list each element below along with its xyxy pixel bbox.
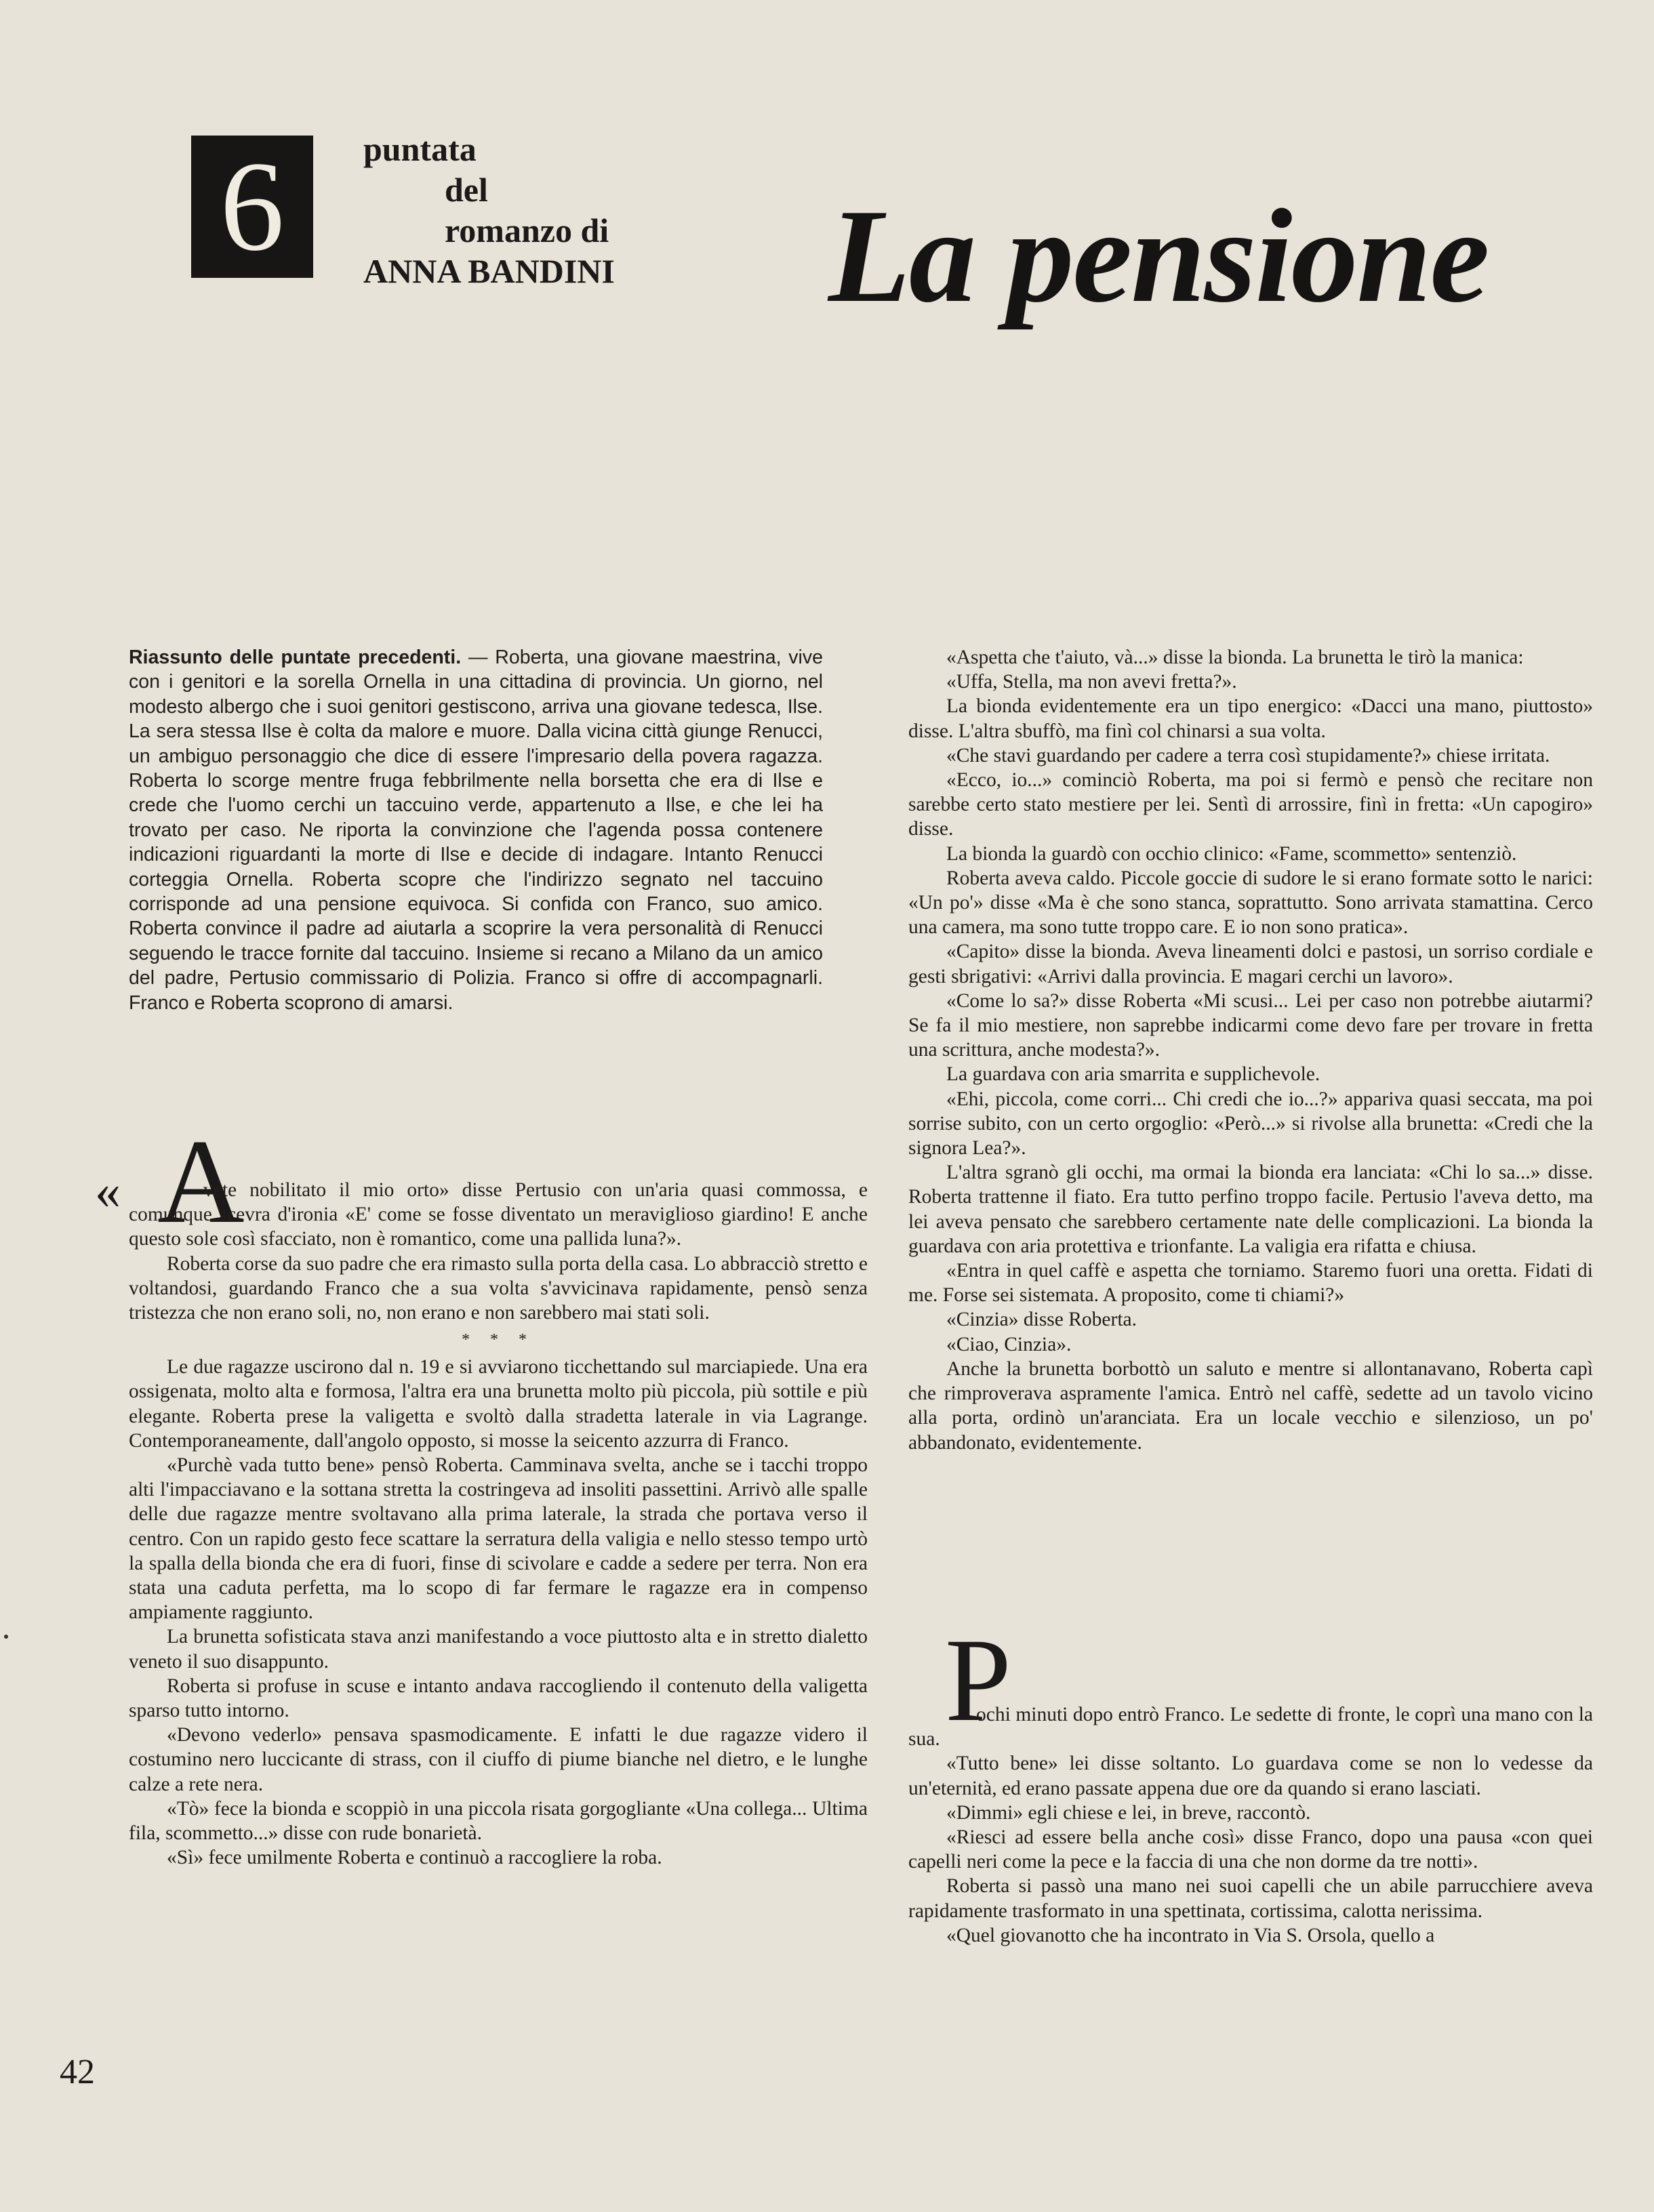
right-column (908, 645, 1593, 1455)
dropcap-letter: P (945, 1614, 1011, 1746)
byline-line: del (445, 171, 488, 209)
paragraph: Roberta corse da suo padre che era rimasto sulla porta della casa. Lo abbracciò stretto e voltandosi, guardando Franco che a sua volta s'avvicinava rapidamente, pensò senza tristezza che non erano soli, no, non erano e non sarebbero mai stati soli. (129, 1252, 868, 1324)
chapter-number: 6 (220, 136, 285, 278)
paragraph: «Come lo sa?» disse Roberta «Mi scusi... Lei per caso non potrebbe aiutarmi? Se fa il mio mestiere, non saprebbe indicarmi come devo fare per trovare in fretta una scrittura, anche modesta?». (908, 989, 1593, 1061)
paragraph: «Tò» fece la bionda e scoppiò in una piccola risata gorgogliante «Una collega... Ultima fila, scommetto...» disse con rude bonarietà. (129, 1797, 868, 1845)
dropcap-quote: « (95, 1163, 121, 1220)
paragraph: La bionda evidentemente era un tipo energico: «Dacci una mano, piuttosto» disse. L'altra sbuffò, ma finì col chinarsi a sua volta. (908, 695, 1593, 742)
paragraph: Anche la brunetta borbottò un saluto e mentre si allontanavano, Roberta capì che rimproverava aspramente l'amica. Entrò nel caffè, sedette ad un tavolo vicino alla porta, ordinò un'aranciata. Era un locale vecchio e silenzioso, un po' abbandonato, evidentemente. (908, 1357, 1593, 1454)
paragraph: «Ciao, Cinzia». (946, 1333, 1072, 1355)
paragraph: «Ehi, piccola, come corri... Chi credi che io...?» appariva quasi seccata, ma poi sorrise subito, con un certo orgoglio: «Però...» si rivolse alla brunetta: «Credi che la signora Lea?». (908, 1088, 1593, 1160)
scan-speck (4, 1635, 8, 1639)
dropcap-letter: A (157, 1114, 245, 1248)
paragraph: Roberta si profuse in scuse e intanto andava raccogliendo il contenuto della valigetta sparso tutto intorno. (129, 1675, 868, 1722)
paragraph: La brunetta sofisticata stava anzi manifestando a voce piuttosto alta e in stretto dialetto veneto il suo disappunto. (129, 1626, 868, 1673)
paragraph: «Uffa, Stella, ma non avevi fretta?». (946, 671, 1237, 693)
byline-author: ANNA BANDINI (363, 252, 615, 290)
paragraph: «Quel giovanotto che ha incontrato in Via S. Orsola, quello a (946, 1924, 1435, 1946)
byline-line: puntata (363, 130, 477, 168)
paragraph: vete nobilitato il mio orto» disse Pertusio con un'aria quasi commossa, e comunque scevra d'ironia «E' come se fosse diventato un meraviglioso giardino! E anche questo sole così sfacciato, non è romantico, come una pallida luna?». (129, 1179, 868, 1250)
paragraph: «Dimmi» egli chiese e lei, in breve, raccontò. (946, 1801, 1311, 1824)
paragraph: Roberta aveva caldo. Piccole goccie di sudore le si erano formate sotto le narici: «Un po'» disse «Ma è che sono stanca, soprattutto. Sono arrivata stamattina. Cerco una camera, ma sono tutte troppo care. E io non sono pratica». (908, 867, 1593, 939)
paragraph: La bionda la guardò con occhio clinico: «Fame, scommetto» sentenziò. (946, 842, 1517, 865)
paragraph: L'altra sgranò gli occhi, ma ormai la bionda era lanciata: «Chi lo sa...» disse. Roberta trattenne il fiato. Era tutto perfino troppo facile. Pertusio l'aveva detto, ma lei aveva pensato che sarebbero certamente nate delle complicazioni. La bionda la guardava con aria protettiva e trionfante. La valigia era rifatta e chiusa. (908, 1162, 1593, 1257)
story-title: La pensione (828, 182, 1489, 330)
left-column (129, 1178, 868, 1870)
byline (363, 129, 702, 291)
paragraph: «Sì» fece umilmente Roberta e continuò a raccogliere la roba. (167, 1847, 662, 1869)
chapter-number-box (191, 136, 313, 278)
paragraph: «Tutto bene» lei disse soltanto. Lo guardava come se non lo vedesse da un'eternità, ed erano passate appena due ore da quando si erano lasciati. (908, 1753, 1593, 1799)
paragraph: «Che stavi guardando per cadere a terra così stupidamente?» chiese irritata. (946, 744, 1550, 766)
summary-lead: Riassunto delle puntate precedenti. (129, 647, 462, 668)
summary-block (129, 645, 823, 1015)
paragraph: Le due ragazze uscirono dal n. 19 e si avviarono ticchettando sul marciapiede. Una era ossigenata, molto alta e formosa, l'altra era una brunetta molto più piccola, più sottile e più elegante. Roberta prese la valigetta e svoltò dalla stradetta laterale in via Lagrange. Contemporaneamente, dall'angolo opposto, si mosse la seicento azzurra di Franco. (129, 1356, 868, 1452)
section-break: * * * (462, 1331, 535, 1349)
paragraph: La guardava con aria smarrita e supplichevole. (946, 1063, 1320, 1086)
paragraph: «Purchè vada tutto bene» pensò Roberta. Camminava svelta, anche se i tacchi troppo alti l'impacciavano e la sottana stretta la costringeva ad insoliti passettini. Arrivò alle spalle delle due ragazze mentre svoltavano alla prima laterale, la strada che portava verso il centro. Con un rapido gesto fece scattare la serratura della valigia e nello stesso tempo urtò la spalla della bionda che era di fuori, finse di scivolare e cadde a sedere per terra. Non era stata una caduta perfetta, ma lo scopo di far fermare le ragazze era in compenso ampiamente raggiunto. (129, 1454, 868, 1624)
paragraph: ochi minuti dopo entrò Franco. Le sedette di fronte, le coprì una mano con la sua. (908, 1704, 1593, 1750)
paragraph: «Capito» disse la bionda. Aveva lineamenti dolci e pastosi, un sorriso cordiale e gesti sbrigativi: «Arrivi dalla provincia. E magari cerchi un lavoro». (908, 941, 1593, 987)
byline-line: romanzo di (445, 211, 609, 249)
paragraph: Roberta si passò una mano nei suoi capelli che un abile parrucchiere aveva rapidamente trasformato in una spettinata, cortissima, calotta nerissima. (908, 1875, 1593, 1922)
page-number: 42 (60, 2053, 95, 2091)
paragraph: «Aspetta che t'aiuto, và...» disse la bionda. La brunetta le tirò la manica: (946, 647, 1524, 668)
paragraph: «Devono vederlo» pensava spasmodicamente. E infatti le due ragazze videro il costumino nero luccicante di strass, con il ciuffo di piume bianche nel dietro, e le lunghe calze a rete nera. (129, 1724, 868, 1795)
paragraph: «Cinzia» disse Roberta. (946, 1309, 1137, 1331)
right-column-continued (908, 1702, 1593, 1948)
summary-text: — Roberta, una giovane maestrina, vive con i genitori e la sorella Ornella in una cittadina di provincia. Un giorno, nel modesto albergo che i suoi genitori gestiscono, arriva una giovane tedesca, Ilse. La sera stessa Ilse è colta da malore e muore. Dalla vicina città giunge Renucci, un ambiguo personaggio che dice di essere l'impresario della povera ragazza. Roberta lo scorge mentre fruga febbrilmente nella borsetta che era di Ilse e crede che l'uomo cerchi un taccuino verde, appartenuto a Ilse, e che lei ha trovato per caso. Ne riporta la convinzione che l'agenda possa contenere indicazioni riguardanti la morte di Ilse e decide di indagare. Intanto Renucci corteggia Ornella. Roberta scopre che l'indirizzo segnato nel taccuino corrisponde ad una pensione equivoca. Si confida con Franco, suo amico. Roberta convince il padre ad aiutarla a scoprire la vera personalità di Renucci seguendo le tracce fornite dal taccuino. Insieme si recano a Milano da un amico del padre, Pertusio commissario di Polizia. Franco si offre di accompagnarli. Franco e Roberta scoprono di amarsi. (129, 647, 823, 1014)
paragraph: «Ecco, io...» cominciò Roberta, ma poi si fermò e pensò che recitare non sarebbe certo stato mestiere per lei. Sentì di arrossire, finì in fretta: «Un capogiro» disse. (908, 769, 1593, 840)
paragraph: «Riesci ad essere bella anche così» disse Franco, dopo una pausa «con quei capelli neri come la pece e la faccia di una che non dorme da tre notti». (908, 1826, 1593, 1873)
paragraph: «Entra in quel caffè e aspetta che torniamo. Staremo fuori una oretta. Fidati di me. Forse sei sistemata. A proposito, come ti chiami?» (908, 1260, 1593, 1307)
